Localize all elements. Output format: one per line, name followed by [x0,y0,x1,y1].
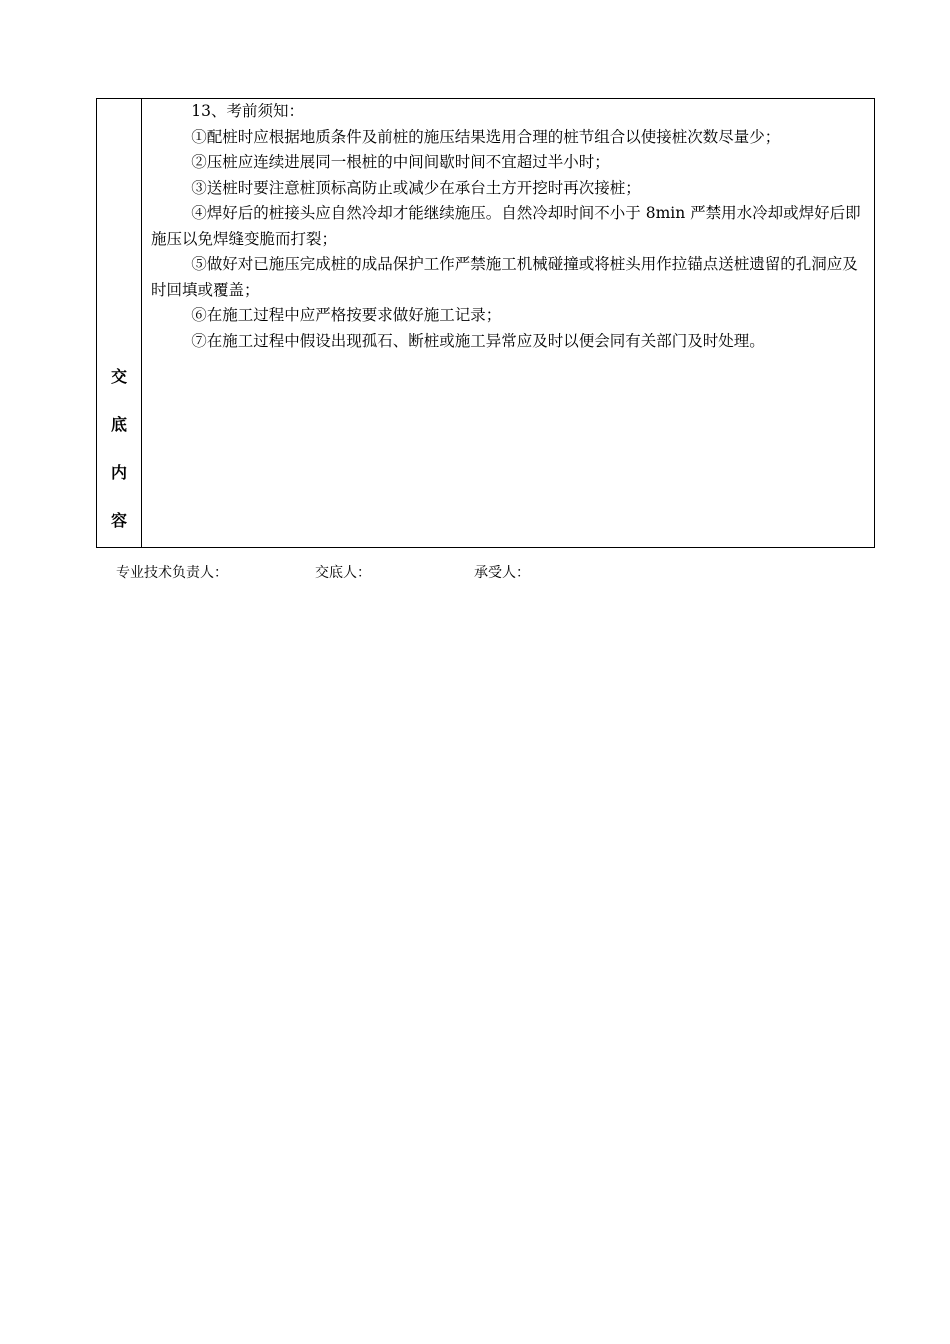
precaution-item: ⑤做好对已施压完成桩的成品保护工作严禁施工机械碰撞或将桩头用作拉锚点送桩遗留的孔洞应及时回填或覆盖； [151,255,858,299]
tech-lead-label: 专业技术负责人： [116,565,228,581]
section-label [97,353,141,545]
receiver-label: 承受人： [474,565,530,581]
briefer-label: 交底人： [315,565,371,581]
precaution-item: ④焊好后的桩接头应自然冷却才能继续施压。自然冷却时间不小于 8min 严禁用水冷却或焊好后即施压以免焊缝变脆而打裂； [151,204,861,248]
section-heading: 13、考前须知： [191,102,305,120]
briefing-table [96,98,875,548]
precaution-item: ③送桩时要注意桩顶标高防止或减少在承台土方开挖时再次接桩； [191,178,641,197]
section-label-char: 容 [110,511,127,530]
section-label-char: 底 [110,415,127,434]
briefing-row [97,99,875,548]
precaution-item: ①配桩时应根据地质条件及前桩的施压结果选用合理的桩节组合以使接桩次数尽量少； [191,127,781,146]
precaution-item: ⑥在施工过程中应严格按要求做好施工记录； [191,306,502,324]
section-label-char: 交 [110,367,127,386]
section-label-char: 内 [110,463,127,482]
precaution-item: ⑦在施工过程中假设出现孤石、断桩或施工异常应及时以便会同有关部门及时处理。 [191,331,765,350]
briefing-content [142,99,875,548]
precaution-item: ②压桩应连续进展同一根桩的中间间歇时间不宜超过半小时； [191,153,610,171]
section-label-cell [97,99,142,548]
